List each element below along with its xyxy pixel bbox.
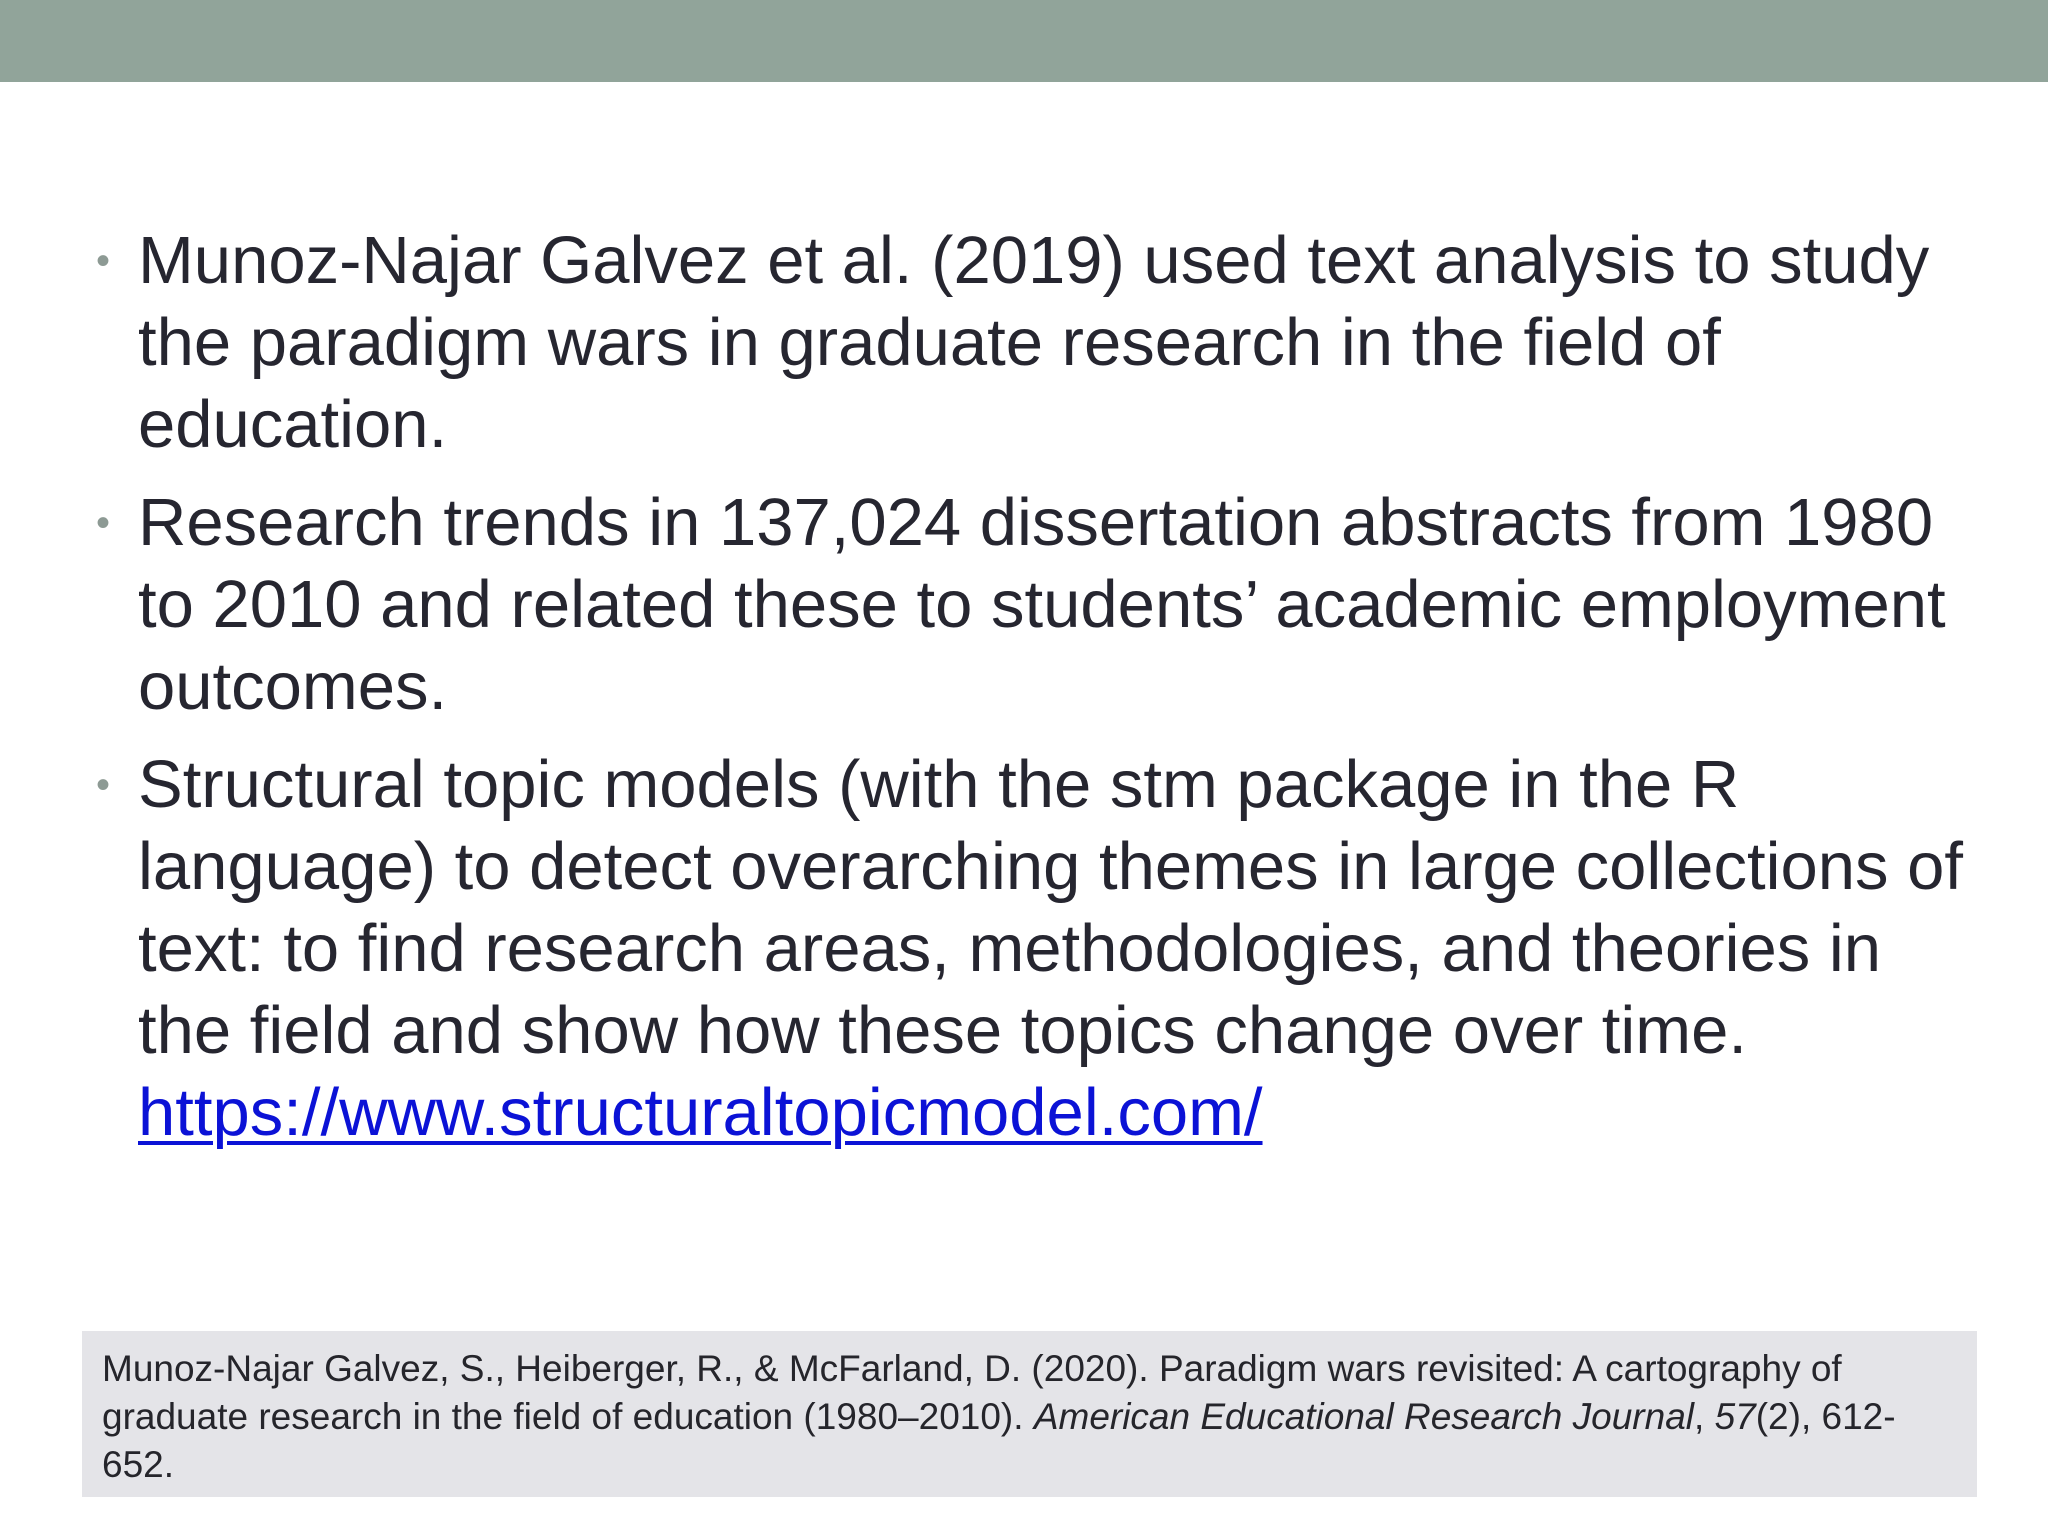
reference-journal: American Educational Research Journal — [1033, 1396, 1694, 1437]
reference-text: (2), 612-652. — [102, 1396, 1896, 1485]
reference-text: , — [1694, 1396, 1715, 1437]
bullet-text: Munoz-Najar Galvez et al. (2019) used text analysis to study the paradigm wars in graduate research in the field of education. — [138, 223, 1930, 462]
reference-text: Munoz-Najar Galvez, S., Heiberger, R., & McFarland, D. (2020). Paradigm wars revisited: A cartography of graduate research in the field of education (1980–2010). — [102, 1348, 1842, 1437]
reference-volume: 57 — [1714, 1396, 1756, 1437]
top-bar — [0, 0, 2048, 82]
reference-citation-box — [82, 1331, 1977, 1497]
bullet-dot-icon: • — [96, 239, 111, 283]
stm-website-link[interactable]: https://www.structuraltopicmodel.com/ — [138, 1075, 1263, 1150]
bullet-item — [96, 482, 1976, 728]
bullet-text: Structural topic models (with the stm package in the R language) to detect overarching themes in large collections of text: to find research areas, methodologies, and theories in the field and show how these topics change over time. — [138, 747, 1963, 1068]
bullet-text: Research trends in 137,024 dissertation abstracts from 1980 to 2010 and related these to students’ academic employment outcomes. — [138, 485, 1946, 724]
bullet-item — [96, 744, 1976, 1154]
bullet-list — [96, 220, 1976, 1170]
bullet-dot-icon: • — [96, 501, 111, 545]
bullet-dot-icon: • — [96, 763, 111, 807]
bullet-item — [96, 220, 1976, 466]
